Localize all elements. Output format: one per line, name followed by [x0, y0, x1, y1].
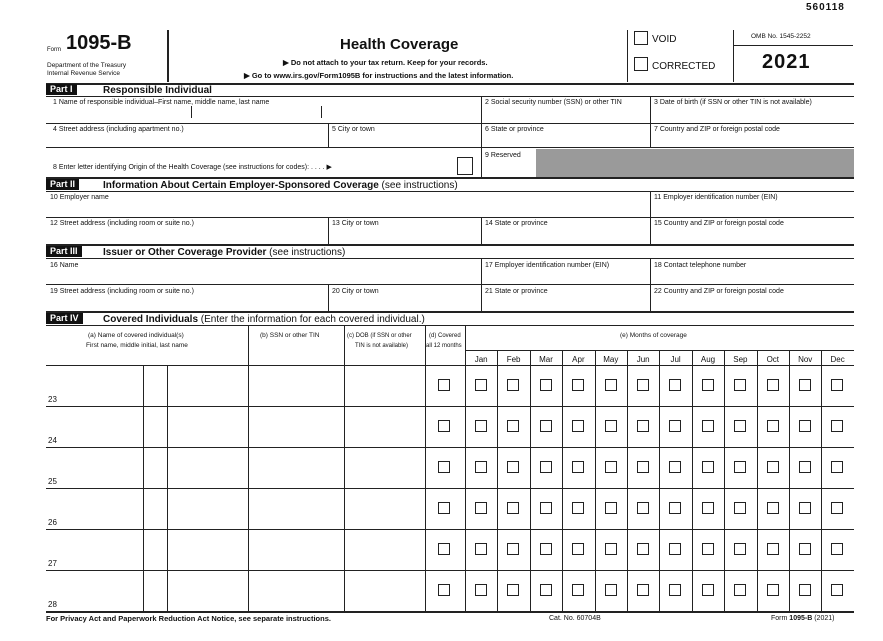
row-number-23: 23 [48, 395, 57, 404]
field8-label: 8 Enter letter identifying Origin of the Health Coverage (see instructions for codes): . . . . ▶ [53, 164, 332, 171]
row-23-may-checkbox[interactable] [605, 379, 617, 391]
row-25-apr-checkbox[interactable] [572, 461, 584, 473]
row-24-sep-checkbox[interactable] [734, 420, 746, 432]
row-26-sep-checkbox[interactable] [734, 502, 746, 514]
col-b-header: (b) SSN or other TIN [260, 332, 320, 339]
field14-label: 14 State or province [485, 220, 548, 227]
row-26-nov-checkbox[interactable] [799, 502, 811, 514]
field8-origin-input[interactable] [457, 157, 473, 175]
row-28-nov-checkbox[interactable] [799, 584, 811, 596]
void-label: VOID [652, 34, 677, 45]
row-28-feb-checkbox[interactable] [507, 584, 519, 596]
row-28-may-checkbox[interactable] [605, 584, 617, 596]
row-25-jan-checkbox[interactable] [475, 461, 487, 473]
row-27-jan-checkbox[interactable] [475, 543, 487, 555]
field1-label: 1 Name of responsible individual–First name, middle name, last name [53, 99, 270, 106]
row-27-mar-checkbox[interactable] [540, 543, 552, 555]
field9-label: 9 Reserved [485, 152, 521, 159]
col-c-header-line1: (c) DOB (if SSN or other [347, 333, 412, 339]
row-23-jul-checkbox[interactable] [669, 379, 681, 391]
form-prefix: Form [47, 47, 61, 53]
dept-line2: Internal Revenue Service [47, 70, 120, 77]
col-c-header-line2: TIN is not available) [355, 343, 409, 349]
row-28-jul-checkbox[interactable] [669, 584, 681, 596]
corrected-label: CORRECTED [652, 61, 716, 72]
field6-label: 6 State or province [485, 126, 544, 133]
row-24-apr-checkbox[interactable] [572, 420, 584, 432]
row-28-mar-checkbox[interactable] [540, 584, 552, 596]
row-23-all-12-months-checkbox[interactable] [438, 379, 450, 391]
row-24-nov-checkbox[interactable] [799, 420, 811, 432]
month-header-may: May [603, 355, 619, 364]
field7-label: 7 Country and ZIP or foreign postal code [654, 126, 780, 133]
row-26-mar-checkbox[interactable] [540, 502, 552, 514]
row-26-dec-checkbox[interactable] [831, 502, 843, 514]
footer-cat-number: Cat. No. 60704B [549, 615, 601, 622]
row-27-all-12-months-checkbox[interactable] [438, 543, 450, 555]
field2-label: 2 Social security number (SSN) or other TIN [485, 99, 622, 106]
row-28-dec-checkbox[interactable] [831, 584, 843, 596]
row-23-jun-checkbox[interactable] [637, 379, 649, 391]
row-23-dec-checkbox[interactable] [831, 379, 843, 391]
row-25-all-12-months-checkbox[interactable] [438, 461, 450, 473]
row-27-may-checkbox[interactable] [605, 543, 617, 555]
part4-title: Covered Individuals (Enter the information for each covered individual.) [103, 314, 425, 325]
row-28-oct-checkbox[interactable] [767, 584, 779, 596]
field5-label: 5 City or town [332, 126, 375, 133]
row-24-jul-checkbox[interactable] [669, 420, 681, 432]
row-25-sep-checkbox[interactable] [734, 461, 746, 473]
month-header-mar: Mar [539, 355, 553, 364]
row-28-sep-checkbox[interactable] [734, 584, 746, 596]
row-26-jul-checkbox[interactable] [669, 502, 681, 514]
part3-title: Issuer or Other Coverage Provider (see instructions) [103, 247, 346, 258]
field3-label: 3 Date of birth (if SSN or other TIN is not available) [654, 99, 812, 106]
month-header-oct: Oct [766, 355, 780, 364]
row-25-dec-checkbox[interactable] [831, 461, 843, 473]
row-23-apr-checkbox[interactable] [572, 379, 584, 391]
field15-label: 15 Country and ZIP or foreign postal code [654, 220, 784, 227]
row-number-27: 27 [48, 559, 57, 568]
month-header-jun: Jun [636, 355, 650, 364]
field13-label: 13 City or town [332, 220, 379, 227]
month-header-dec: Dec [830, 355, 845, 364]
row-26-apr-checkbox[interactable] [572, 502, 584, 514]
row-26-oct-checkbox[interactable] [767, 502, 779, 514]
dept-line1: Department of the Treasury [47, 62, 127, 69]
row-27-sep-checkbox[interactable] [734, 543, 746, 555]
row-26-jun-checkbox[interactable] [637, 502, 649, 514]
field16-label: 16 Name [50, 262, 79, 269]
row-24-may-checkbox[interactable] [605, 420, 617, 432]
field18-label: 18 Contact telephone number [654, 262, 747, 269]
col-e-header: (e) Months of coverage [620, 332, 687, 339]
row-25-jul-checkbox[interactable] [669, 461, 681, 473]
part4-badge: Part IV [46, 313, 83, 324]
row-24-feb-checkbox[interactable] [507, 420, 519, 432]
field4-label: 4 Street address (including apartment no.) [53, 126, 184, 133]
row-27-dec-checkbox[interactable] [831, 543, 843, 555]
field11-label: 11 Employer identification number (EIN) [654, 194, 778, 201]
row-26-jan-checkbox[interactable] [475, 502, 487, 514]
row-27-oct-checkbox[interactable] [767, 543, 779, 555]
form-title: Health Coverage [340, 36, 459, 53]
part1-title: Responsible Individual [103, 85, 212, 96]
col-a-header-line1: (a) Name of covered individual(s) [88, 332, 184, 339]
row-28-all-12-months-checkbox[interactable] [438, 584, 450, 596]
row-27-apr-checkbox[interactable] [572, 543, 584, 555]
row-24-jan-checkbox[interactable] [475, 420, 487, 432]
row-28-aug-checkbox[interactable] [702, 584, 714, 596]
row-number-26: 26 [48, 518, 57, 527]
part2-badge: Part II [46, 179, 79, 190]
row-25-may-checkbox[interactable] [605, 461, 617, 473]
row-25-aug-checkbox[interactable] [702, 461, 714, 473]
row-24-oct-checkbox[interactable] [767, 420, 779, 432]
month-header-sep: Sep [733, 355, 748, 364]
row-26-may-checkbox[interactable] [605, 502, 617, 514]
field10-label: 10 Employer name [50, 194, 109, 201]
row-23-sep-checkbox[interactable] [734, 379, 746, 391]
row-number-28: 28 [48, 600, 57, 609]
row-27-feb-checkbox[interactable] [507, 543, 519, 555]
row-24-jun-checkbox[interactable] [637, 420, 649, 432]
part2-title: Information About Certain Employer-Sponsored Coverage (see instructions) [103, 180, 458, 191]
row-23-jan-checkbox[interactable] [475, 379, 487, 391]
row-25-jun-checkbox[interactable] [637, 461, 649, 473]
row-28-apr-checkbox[interactable] [572, 584, 584, 596]
field21-label: 21 State or province [485, 288, 548, 295]
row-28-jun-checkbox[interactable] [637, 584, 649, 596]
part1-badge: Part I [46, 84, 77, 95]
part3-badge: Part III [46, 246, 82, 257]
row-26-all-12-months-checkbox[interactable] [438, 502, 450, 514]
row-23-aug-checkbox[interactable] [702, 379, 714, 391]
row-24-all-12-months-checkbox[interactable] [438, 420, 450, 432]
omb-number: OMB No. 1545-2252 [751, 33, 811, 40]
row-27-nov-checkbox[interactable] [799, 543, 811, 555]
row-24-mar-checkbox[interactable] [540, 420, 552, 432]
row-23-oct-checkbox[interactable] [767, 379, 779, 391]
tax-year: 2021 [762, 51, 811, 73]
field20-label: 20 City or town [332, 288, 379, 295]
row-25-feb-checkbox[interactable] [507, 461, 519, 473]
field19-label: 19 Street address (including room or suite no.) [50, 288, 194, 295]
field12-label: 12 Street address (including room or suite no.) [50, 220, 194, 227]
row-26-aug-checkbox[interactable] [702, 502, 714, 514]
row-26-feb-checkbox[interactable] [507, 502, 519, 514]
month-header-feb: Feb [506, 355, 521, 364]
month-header-aug: Aug [700, 355, 716, 364]
month-header-nov: Nov [798, 355, 813, 364]
corrected-checkbox[interactable] [634, 57, 648, 71]
row-27-jun-checkbox[interactable] [637, 543, 649, 555]
field22-label: 22 Country and ZIP or foreign postal code [654, 288, 784, 295]
month-header-jul: Jul [670, 355, 681, 364]
footer-form-id: Form 1095-B (2021) [771, 615, 835, 622]
col-a-header-line2: First name, middle initial, last name [86, 342, 188, 349]
month-header-apr: Apr [572, 355, 585, 364]
row-25-oct-checkbox[interactable] [767, 461, 779, 473]
row-number-25: 25 [48, 477, 57, 486]
row-24-dec-checkbox[interactable] [831, 420, 843, 432]
row-24-aug-checkbox[interactable] [702, 420, 714, 432]
row-25-nov-checkbox[interactable] [799, 461, 811, 473]
col-d-header-line1: (d) Covered [429, 333, 461, 339]
row-25-mar-checkbox[interactable] [540, 461, 552, 473]
month-header-jan: Jan [474, 355, 488, 364]
field17-label: 17 Employer identification number (EIN) [485, 262, 610, 269]
row-23-nov-checkbox[interactable] [799, 379, 811, 391]
row-number-24: 24 [48, 436, 57, 445]
instruction-attach: ▶ Do not attach to your tax return. Keep for your records. [283, 58, 488, 67]
row-27-aug-checkbox[interactable] [702, 543, 714, 555]
void-checkbox[interactable] [634, 31, 648, 45]
reserved-shaded-area [536, 149, 854, 177]
form-number: 1095-B [66, 32, 132, 54]
row-28-jan-checkbox[interactable] [475, 584, 487, 596]
row-23-feb-checkbox[interactable] [507, 379, 519, 391]
footer-privacy-notice: For Privacy Act and Paperwork Reduction Act Notice, see separate instructions. [46, 614, 331, 623]
instruction-website: ▶ Go to www.irs.gov/Form1095B for instructions and the latest information. [244, 71, 514, 80]
form-control-code: 560118 [806, 2, 845, 13]
row-27-jul-checkbox[interactable] [669, 543, 681, 555]
row-23-mar-checkbox[interactable] [540, 379, 552, 391]
col-d-header-line2: all 12 months [426, 343, 462, 349]
